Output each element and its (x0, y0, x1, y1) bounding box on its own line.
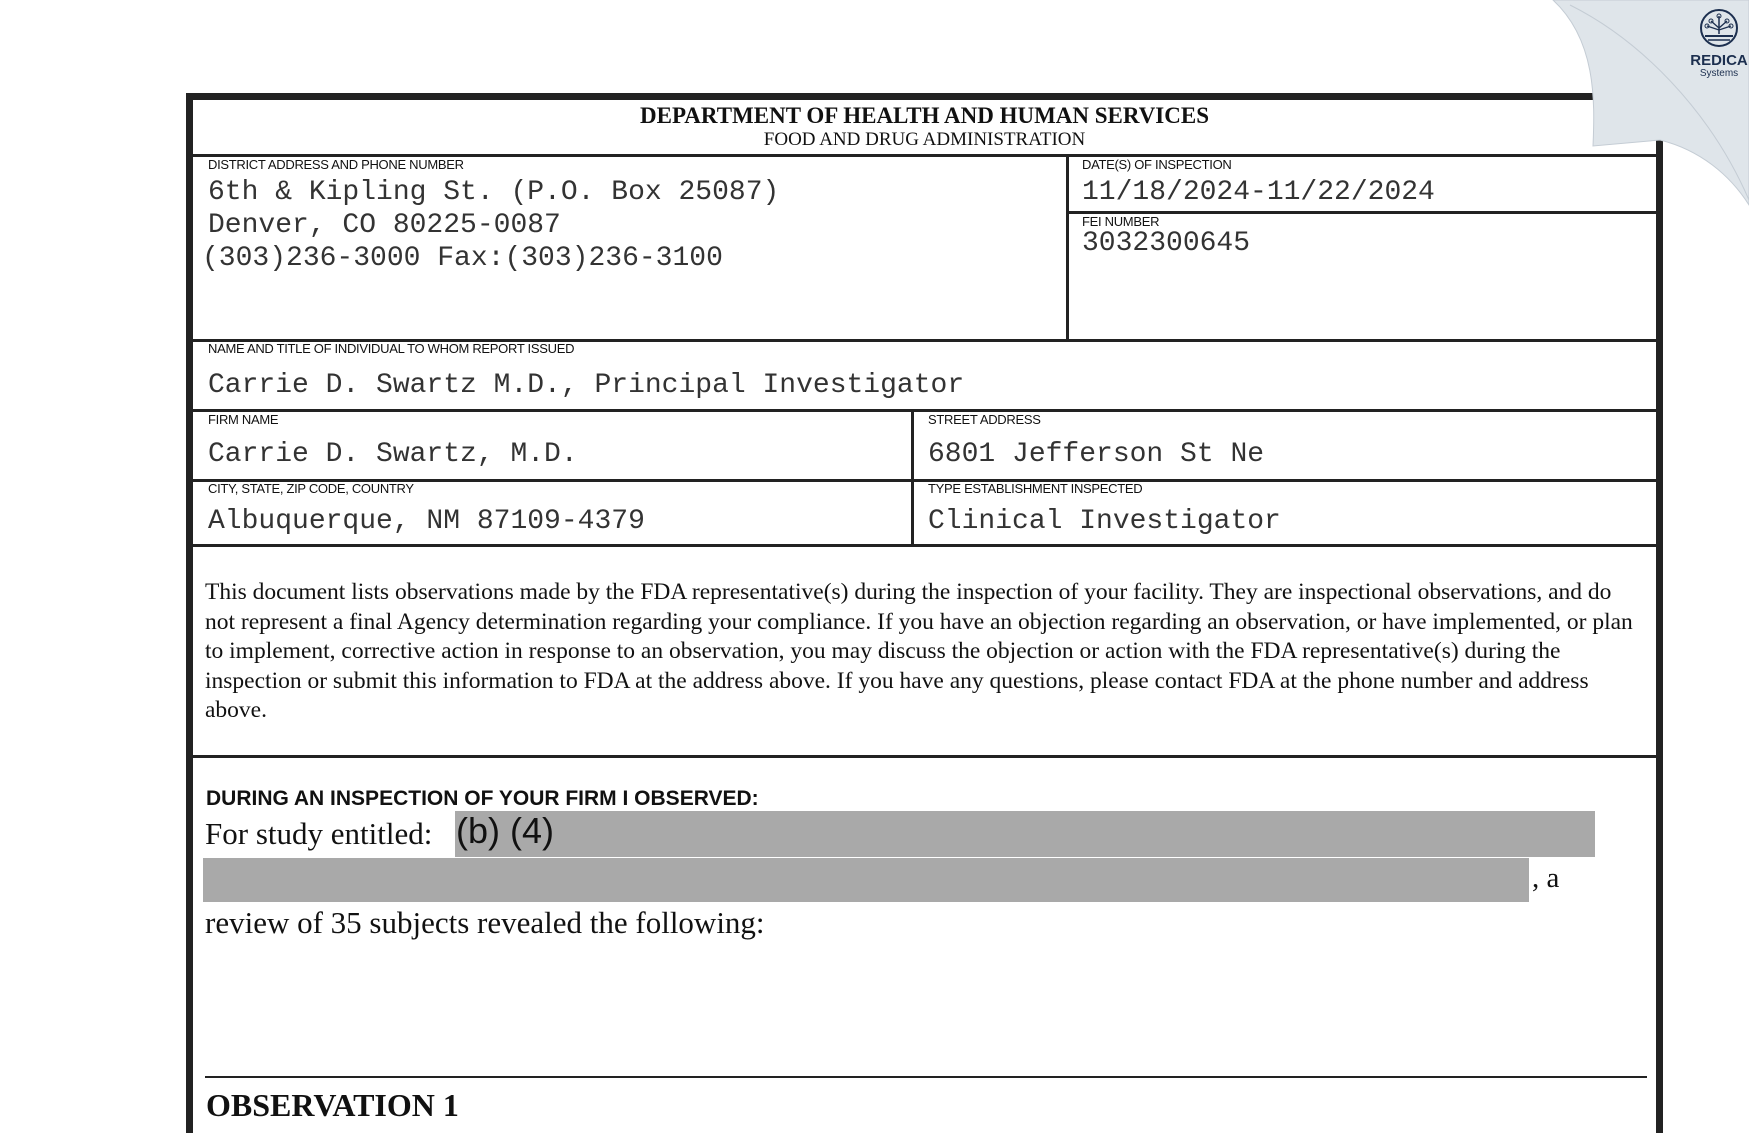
district-phone: (303)236-3000 Fax:(303)236-3100 (202, 243, 723, 274)
individual-value: Carrie D. Swartz M.D., Principal Investigator (208, 370, 965, 401)
divider (193, 755, 1656, 758)
study-suffix: , a (1532, 862, 1560, 894)
firm-name-value: Carrie D. Swartz, M.D. (208, 439, 578, 470)
agency-subtitle: FOOD AND DRUG ADMINISTRATION (763, 129, 1086, 150)
street-value: 6801 Jefferson St Ne (928, 439, 1265, 470)
divider (193, 544, 1656, 547)
divider (911, 410, 914, 546)
frame-right-border (1656, 93, 1663, 1133)
dates-value: 11/18/2024-11/22/2024 (1082, 177, 1435, 208)
redaction-code: (b) (4) (456, 810, 554, 851)
redica-logo (1686, 8, 1749, 79)
establishment-label: TYPE ESTABLISHMENT INSPECTED (928, 481, 1143, 496)
redaction-box (203, 858, 1529, 902)
dates-label: DATE(S) OF INSPECTION (1082, 157, 1232, 172)
fei-value: 3032300645 (1082, 228, 1251, 259)
redica-tree-icon (1699, 8, 1739, 48)
district-address-line2: Denver, CO 80225-0087 (208, 210, 561, 241)
establishment-value: Clinical Investigator (928, 506, 1281, 537)
notice-paragraph: This document lists observations made by the FDA representative(s) during the inspection of your facility. They are inspectional observations, and do not represent a final Agency determination regarding your compliance. If you have an objection regarding an observation, or have implemented, or plan to implement, corrective action in response to an observation, you may discuss the objection or action with the FDA representative(s) during the inspection or submit this information to FDA at the address above. If you have any questions, please contact FDA at the phone number and address above. (205, 579, 1633, 724)
logo-name: REDICA (1690, 52, 1748, 69)
district-label: DISTRICT ADDRESS AND PHONE NUMBER (208, 157, 464, 172)
study-prefix: For study entitled: (205, 816, 433, 851)
district-address-line1: 6th & Kipling St. (P.O. Box 25087) (208, 177, 780, 208)
redaction-box (455, 811, 1595, 857)
divider (205, 1076, 1647, 1078)
fei-label: FEI NUMBER (1082, 214, 1160, 229)
city-value: Albuquerque, NM 87109-4379 (208, 506, 645, 537)
department-title: DEPARTMENT OF HEALTH AND HUMAN SERVICES (640, 103, 1209, 128)
review-line: review of 35 subjects revealed the following: (205, 905, 765, 940)
firm-name-label: FIRM NAME (208, 412, 279, 427)
observation-title: OBSERVATION 1 (206, 1087, 459, 1123)
logo-sub: Systems (1699, 68, 1739, 79)
individual-label: NAME AND TITLE OF INDIVIDUAL TO WHOM REPORT ISSUED (208, 341, 575, 356)
observed-heading: DURING AN INSPECTION OF YOUR FIRM I OBSERVED: (206, 787, 759, 810)
street-label: STREET ADDRESS (928, 412, 1041, 427)
divider (1066, 155, 1069, 341)
divider (193, 409, 1656, 412)
city-label: CITY, STATE, ZIP CODE, COUNTRY (208, 481, 414, 496)
frame-left-border (186, 93, 193, 1133)
frame-top-border (187, 93, 1663, 100)
